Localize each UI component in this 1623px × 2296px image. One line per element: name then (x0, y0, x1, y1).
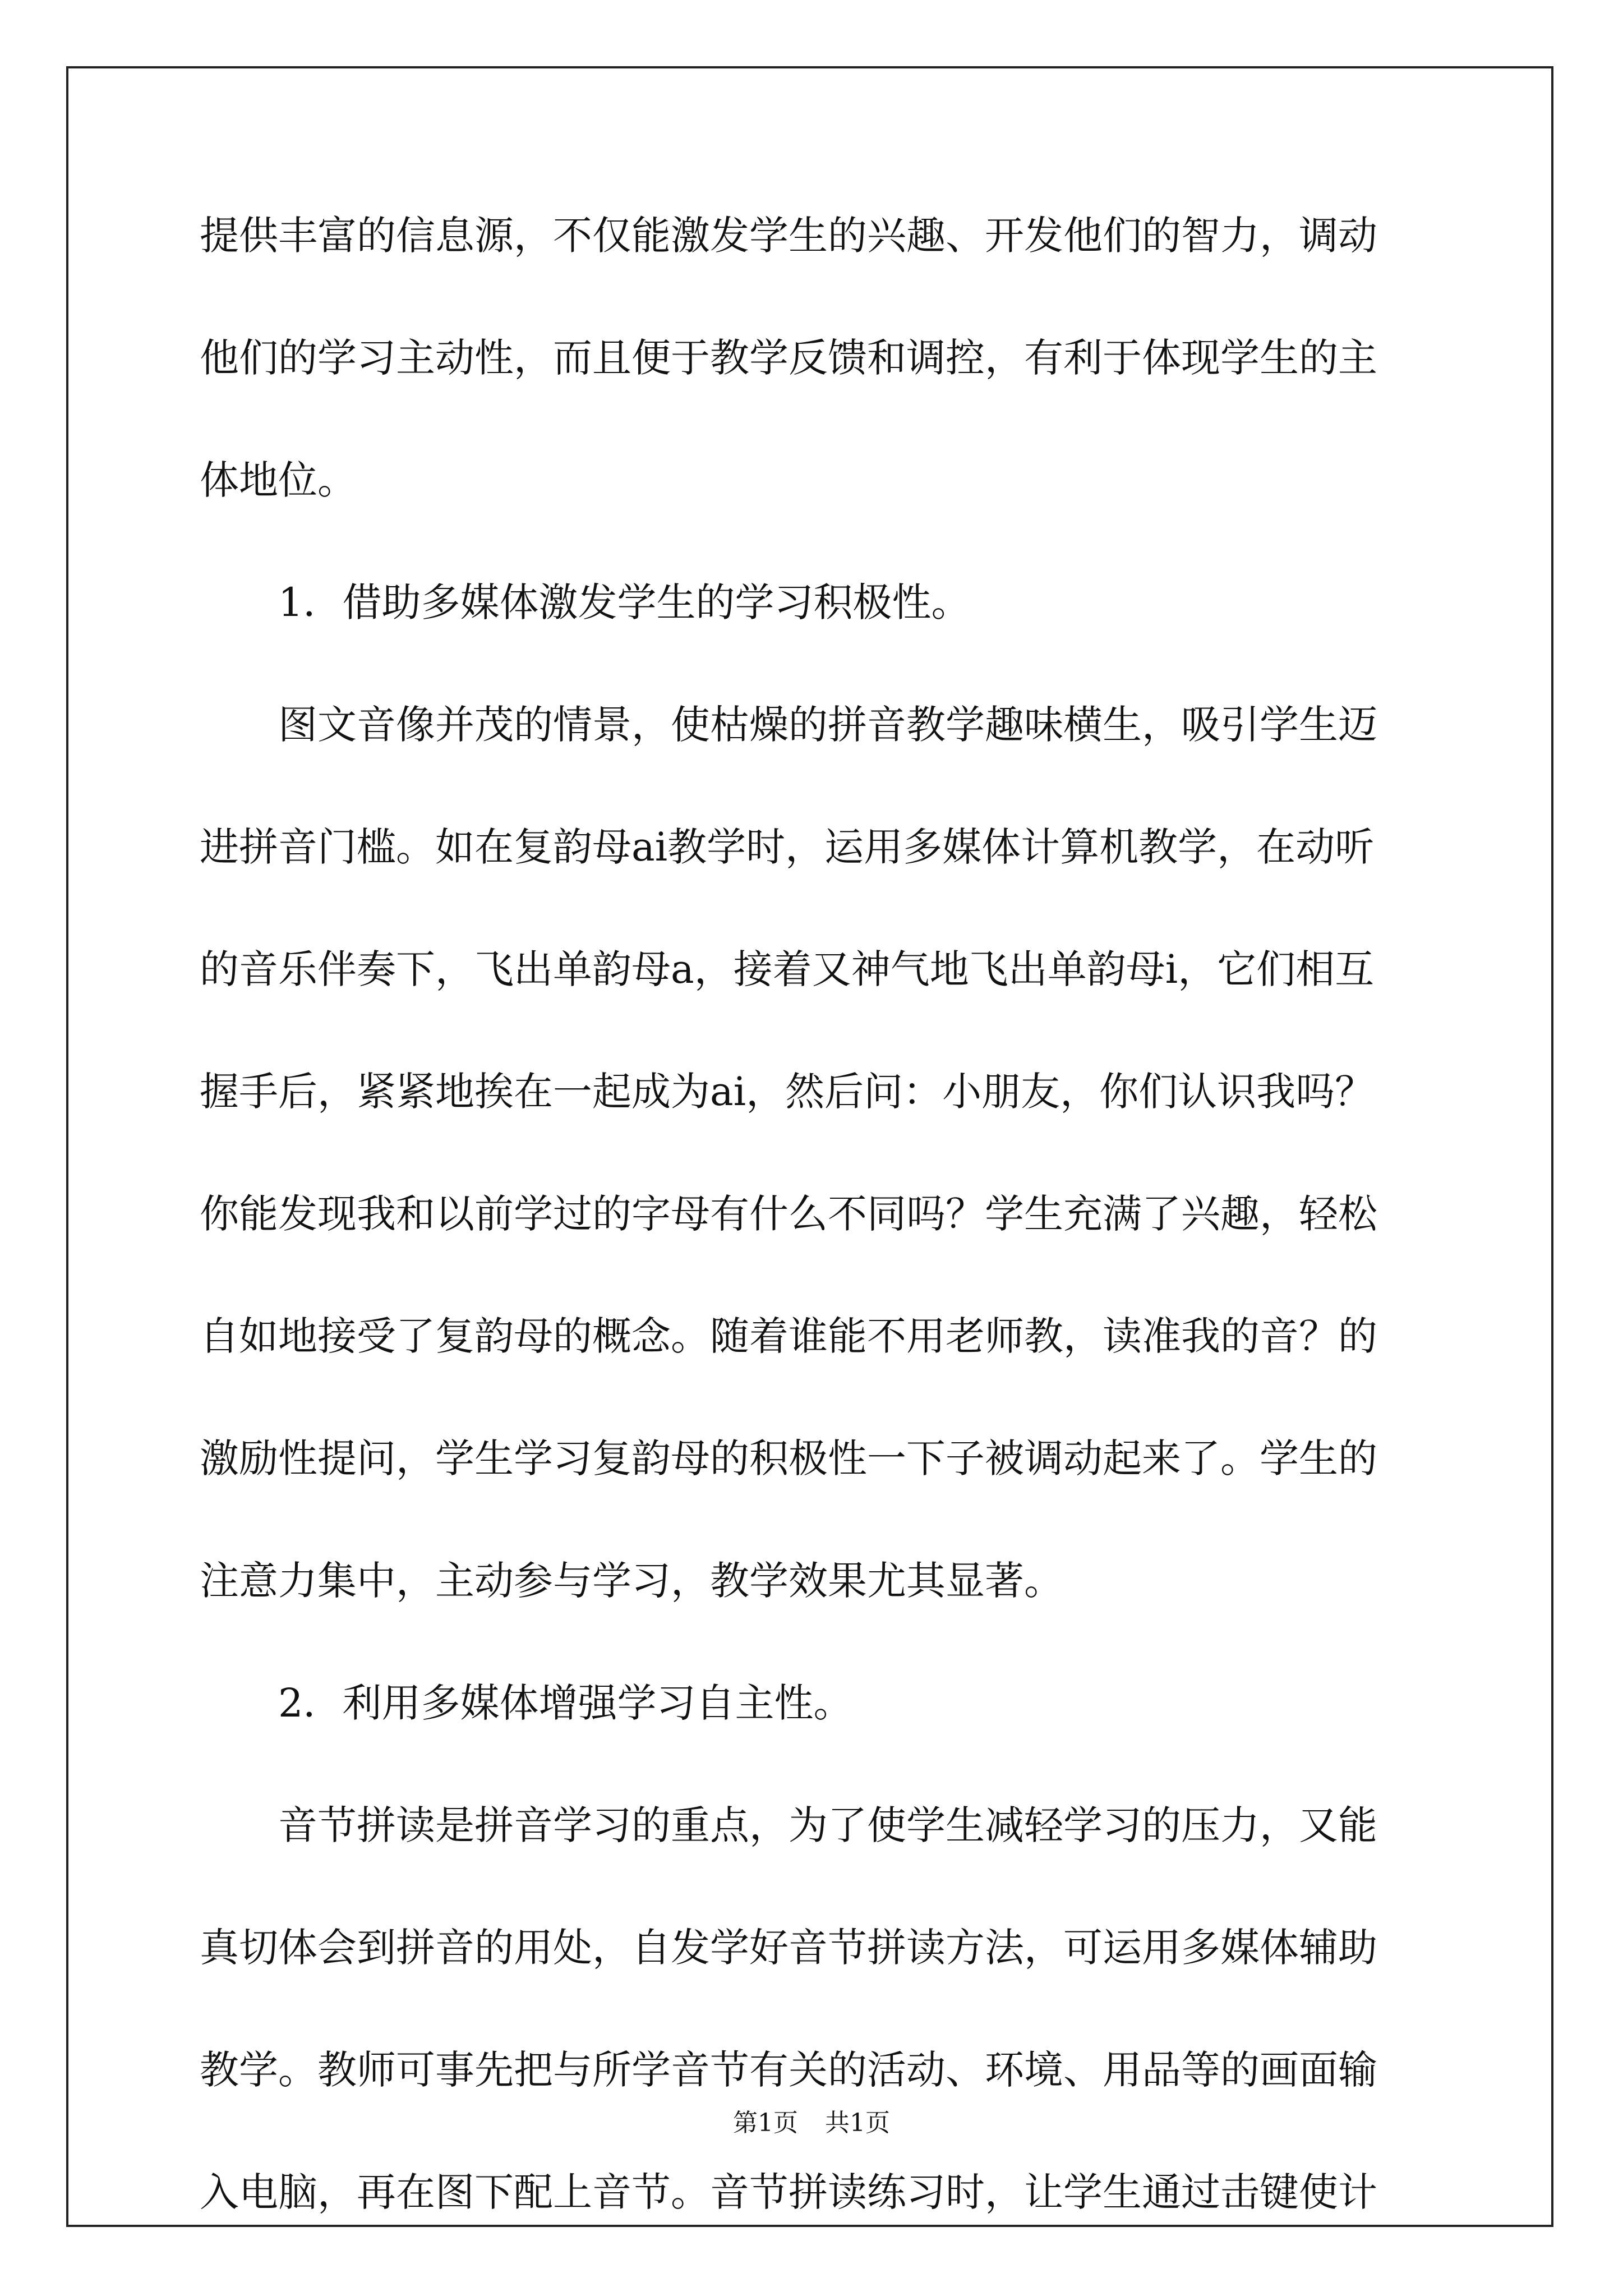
text-line: 你能发现我和以前学过的字母有什么不同吗？学生充满了兴趣，轻松 (200, 1191, 1377, 1237)
text-line: 真切体会到拼音的用处，自发学好音节拼读方法，可运用多媒体辅助 (200, 1925, 1377, 1971)
text-line: 图文音像并茂的情景，使枯燥的拼音教学趣味横生，吸引学生迈 (278, 702, 1377, 748)
page-border (66, 66, 1553, 2227)
text-line: 自如地接受了复韵母的概念。随着谁能不用老师教，读准我的音？的 (200, 1313, 1377, 1359)
text-line: 入电脑，再在图下配上音节。音节拼读练习时，让学生通过击键使计 (200, 2169, 1377, 2215)
text-line: 进拼音门槛。如在复韵母ai教学时，运用多媒体计算机教学，在动听 (200, 824, 1375, 870)
text-line: 注意力集中，主动参与学习，教学效果尤其显著。 (200, 1558, 1063, 1604)
page-footer (0, 2106, 1623, 2140)
text-line: 体地位。 (200, 457, 357, 503)
text-line: 激励性提问，学生学习复韵母的积极性一下子被调动起来了。学生的 (200, 1435, 1377, 1481)
section-heading-1: 1．借助多媒体激发学生的学习积极性。 (278, 579, 971, 625)
text-line: 的音乐伴奏下，飞出单韵母a，接着又神气地飞出单韵母i，它们相互 (200, 946, 1375, 992)
text-line: 音节拼读是拼音学习的重点，为了使学生减轻学习的压力，又能 (278, 1802, 1377, 1848)
page-number: 第1页 (733, 2109, 798, 2137)
text-line: 他们的学习主动性，而且便于教学反馈和调控，有利于体现学生的主 (200, 335, 1377, 381)
page-total: 共1页 (825, 2109, 890, 2137)
text-line: 握手后，紧紧地挨在一起成为ai，然后问：小朋友，你们认识我吗？ (200, 1069, 1375, 1115)
text-line: 教学。教师可事先把与所学音节有关的活动、环境、用品等的画面输 (200, 2047, 1377, 2093)
text-line: 提供丰富的信息源，不仅能激发学生的兴趣、开发他们的智力，调动 (200, 213, 1377, 259)
section-heading-2: 2．利用多媒体增强学习自主性。 (278, 1680, 853, 1726)
